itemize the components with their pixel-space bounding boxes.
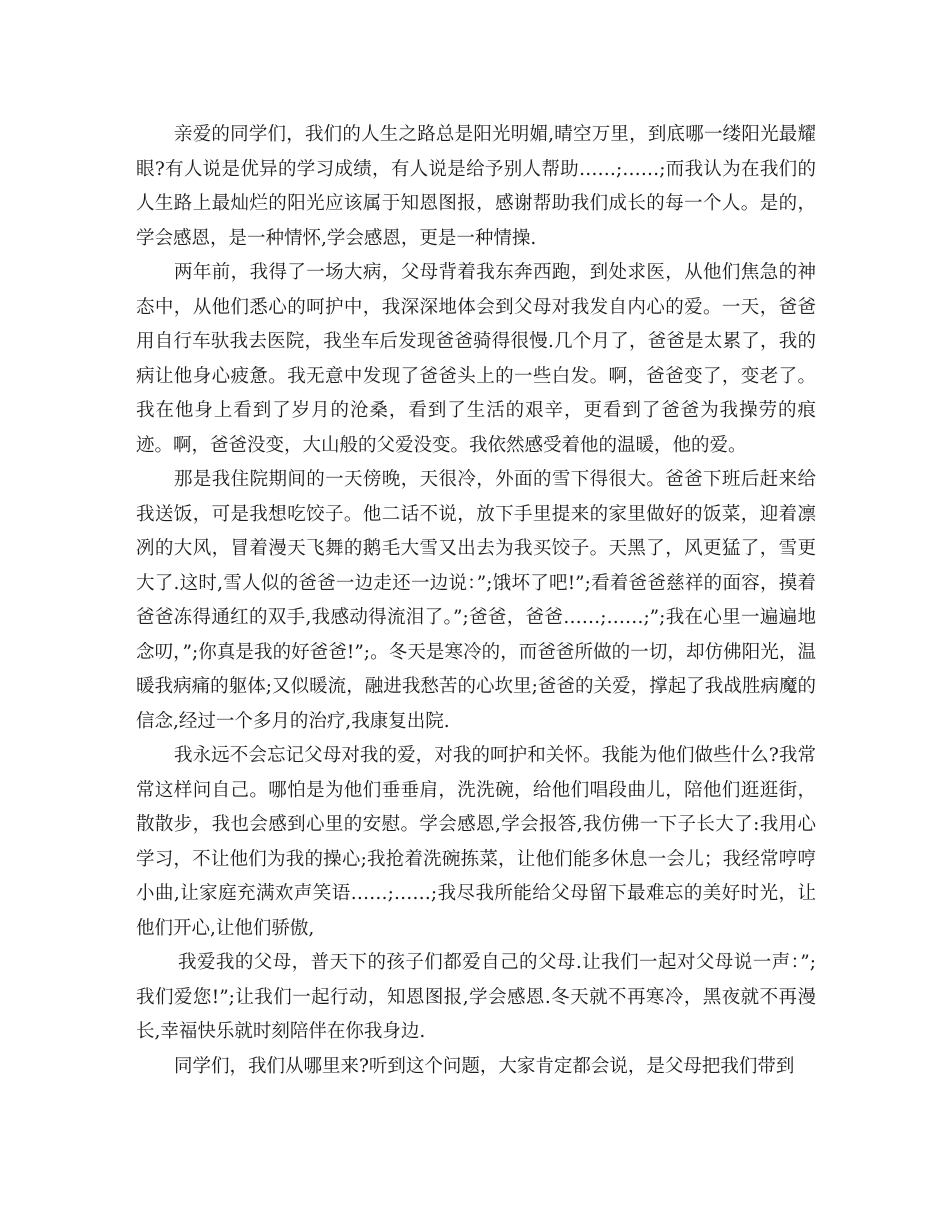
paragraph-gratitude-intro: 亲爱的同学们，我们的人生之路总是阳光明媚,晴空万里，到底哪一缕阳光最耀眼?有人说是优异的学习成绩，有人说是给予别人帮助……;……;而我认为在我们的人生路上最灿烂的阳光应该属于知恩图报，感谢帮助我们成长的每一个人。是的，学会感恩，是一种情怀,学会感恩，更是一种情操. bbox=[136, 124, 816, 249]
paragraph-repaying-parents: 我永远不会忘记父母对我的爱，对我的呵护和关怀。我能为他们做些什么?我常常这样问自己。哪怕是为他们垂垂肩，洗洗碗，给他们唱段曲儿，陪他们逛逛街，散散步，我也会感到心里的安慰。学会感恩,学会报答,我仿佛一下子长大了:我用心学习，不让他们为我的操心;我抢着洗碗拣菜，让他们能多休息一会儿；我经常哼哼小曲,让家庭充满欢声笑语……;……;我尽我所能给父母留下最难忘的美好时光，让他们开心,让他们骄傲, bbox=[136, 745, 816, 939]
paragraph-snowy-evening: 那是我住院期间的一天傍晚，天很冷，外面的雪下得很大。爸爸下班后赶来给我送饭，可是我想吃饺子。他二话不说，放下手里提来的家里做好的饭菜，迎着凛冽的大风，冒着漫天飞舞的鹅毛大雪又出去为我买饺子。天黑了，风更猛了，雪更大了.这时,雪人似的爸爸一边走还一边说：”;饿坏了吧!”;看着爸爸慈祥的面容，摸着爸爸冻得通红的双手,我感动得流泪了。”;爸爸，爸爸……;……;”;我在心里一遍遍地念叨，”;你真是我的好爸爸!”;。冬天是寒冷的，而爸爸所做的一切，却仿佛阳光，温暖我病痛的躯体;又似暖流，融进我愁苦的心坎里;爸爸的关爱，撑起了我战胜病魔的信念,经过一个多月的治疗,我康复出院. bbox=[136, 469, 816, 732]
paragraph-illness-father: 两年前，我得了一场大病，父母背着我东奔西跑，到处求医，从他们焦急的神态中，从他们悉心的呵护中，我深深地体会到父母对我发自内心的爱。一天，爸爸用自行车驮我去医院，我坐车后发现爸爸骑得很慢.几个月了，爸爸是太累了，我的病让他身心疲惫。我无意中发现了爸爸头上的一些白发。啊，爸爸变了，变老了。我在他身上看到了岁月的沧桑，看到了生活的艰辛，更看到了爸爸为我操劳的痕迹。啊，爸爸没变，大山般的父爱没变。我依然感受着他的温暖，他的爱。 bbox=[136, 262, 816, 456]
document-body bbox=[136, 118, 816, 1084]
paragraph-love-parents: 我爱我的父母，普天下的孩子们都爱自己的父母.让我们一起对父母说一声：”;我们爱您!”;让我们一起行动，知恩图报,学会感恩.冬天就不再寒冷，黑夜就不再漫长,幸福快乐就时刻陪伴在你我身边. bbox=[136, 952, 816, 1042]
paragraph-where-from: 同学们，我们从哪里来?听到这个问题，大家肯定都会说，是父母把我们带到 bbox=[174, 1055, 795, 1077]
